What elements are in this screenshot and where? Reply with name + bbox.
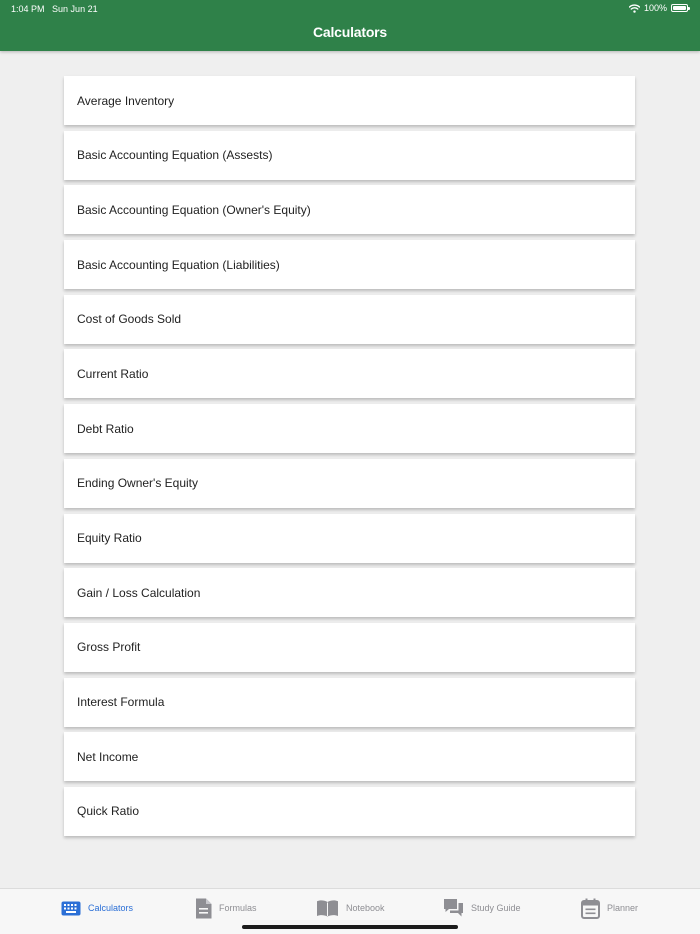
status-time <box>11 4 98 14</box>
status-bar <box>0 0 700 18</box>
list-item-quick-ratio[interactable] <box>64 787 635 836</box>
calculator-list <box>64 76 635 842</box>
list-item-gross-profit[interactable] <box>64 623 635 672</box>
list-item-label: Average Inventory <box>77 93 175 108</box>
list-item-label: Basic Accounting Equation (Liabilities) <box>77 257 280 272</box>
tab-label: Study Guide <box>471 903 521 913</box>
list-item-label: Basic Accounting Equation (Assests) <box>77 148 273 163</box>
wifi-icon <box>629 4 640 13</box>
list-item-ending-owners-equity[interactable] <box>64 459 635 508</box>
list-item-net-income[interactable] <box>64 732 635 781</box>
list-item-basic-accounting-equation-assets[interactable] <box>64 131 635 180</box>
battery-level <box>673 6 686 10</box>
tab-formulas[interactable] <box>195 896 257 920</box>
calendar-icon <box>581 898 600 919</box>
calculator-icon <box>61 901 81 916</box>
status-indicators <box>629 3 688 13</box>
home-indicator[interactable] <box>242 925 458 929</box>
list-item-label: Interest Formula <box>77 695 165 710</box>
list-item-label: Equity Ratio <box>77 531 142 545</box>
tab-label: Calculators <box>88 903 134 913</box>
list-item-label: Debt Ratio <box>77 421 134 436</box>
tab-study-guide[interactable] <box>443 896 521 920</box>
list-item-interest-formula[interactable] <box>64 678 635 727</box>
list-item-label: Cost of Goods Sold <box>77 312 182 327</box>
chat-bubbles-icon <box>443 898 464 918</box>
list-item-equity-ratio[interactable] <box>64 514 635 563</box>
list-item-label: Net Income <box>77 749 139 764</box>
document-icon <box>195 898 212 919</box>
status-date: Sun Jun 21 <box>52 4 98 14</box>
list-item-label: Basic Accounting Equation (Owner's Equity) <box>77 202 311 217</box>
tab-calculators[interactable] <box>61 896 133 920</box>
tab-planner[interactable] <box>581 896 638 920</box>
list-item-label: Ending Owner's Equity <box>77 476 199 491</box>
list-item-average-inventory[interactable] <box>64 76 635 125</box>
tab-label: Formulas <box>219 903 257 913</box>
list-item-basic-accounting-equation-owners-equity[interactable] <box>64 185 635 234</box>
list-item-label: Gross Profit <box>77 640 141 655</box>
tab-label: Planner <box>607 903 639 913</box>
list-item-cost-of-goods-sold[interactable] <box>64 295 635 344</box>
list-item-basic-accounting-equation-liabilities[interactable] <box>64 240 635 289</box>
list-item-current-ratio[interactable] <box>64 349 635 398</box>
battery-percentage: 100% <box>643 3 667 13</box>
navigation-header <box>0 0 700 51</box>
list-item-debt-ratio[interactable] <box>64 404 635 453</box>
battery-icon <box>671 4 688 12</box>
tab-label: Notebook <box>346 903 385 913</box>
list-item-label: Quick Ratio <box>77 804 140 819</box>
list-item-label: Current Ratio <box>77 366 149 381</box>
list-item-label: Gain / Loss Calculation <box>77 585 201 600</box>
list-item-gain-loss-calculation[interactable] <box>64 568 635 617</box>
tab-notebook[interactable] <box>316 896 385 920</box>
status-clock: 1:04 PM <box>11 4 45 14</box>
book-icon <box>316 899 339 917</box>
page-title: Calculators <box>312 24 388 40</box>
